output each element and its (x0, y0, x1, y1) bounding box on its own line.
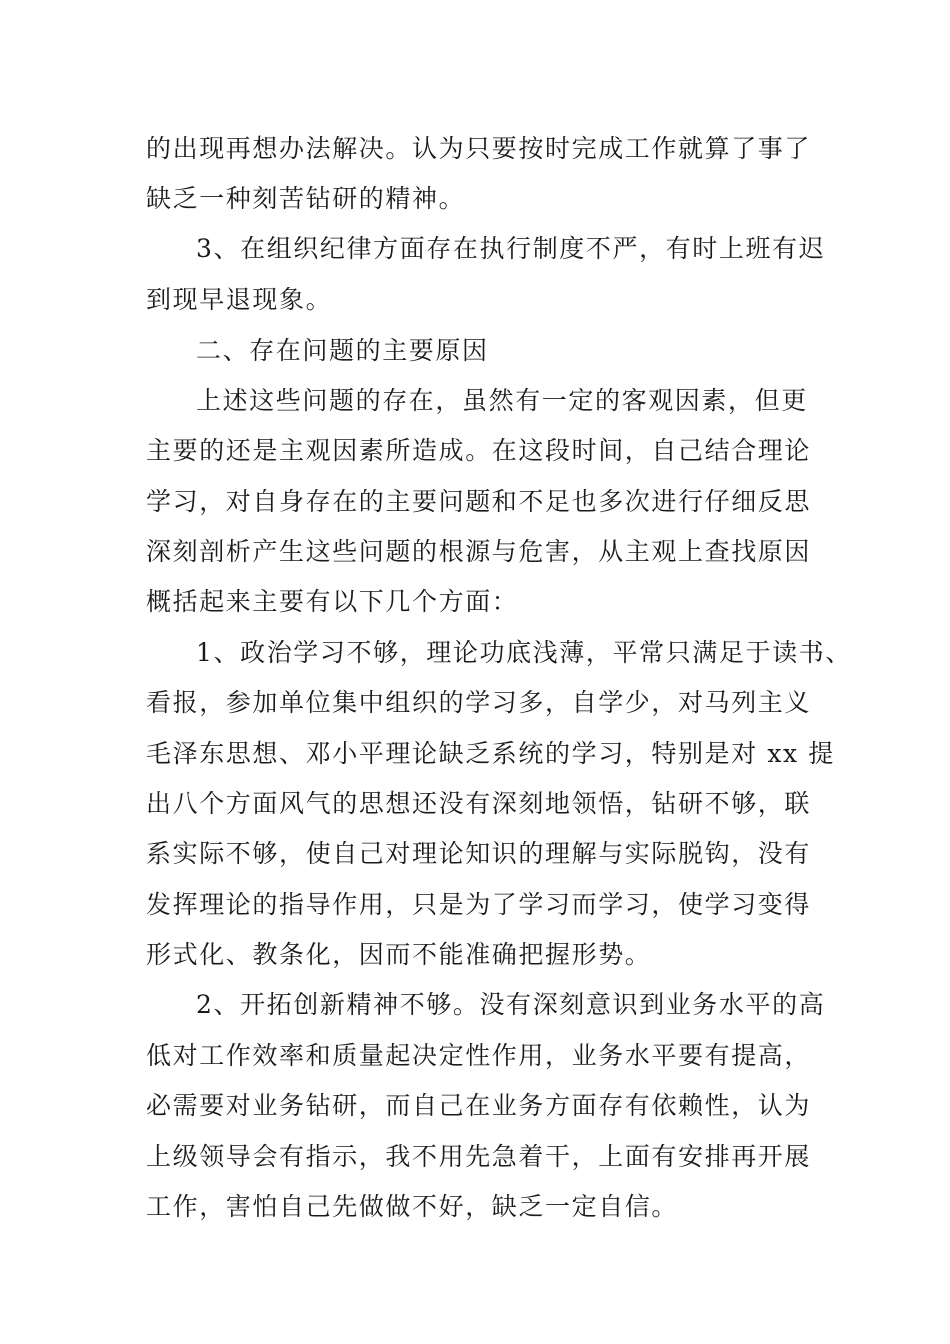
text-line: 必需要对业务钻研，而自己在业务方面存有依赖性，认为 (146, 1091, 812, 1120)
text-line: 看报，参加单位集中组织的学习多，自学少，对马列主义 (146, 688, 812, 717)
text-line: 低对工作效率和质量起决定性作用，业务水平要有提高， (146, 1041, 812, 1070)
text-line: 工作，害怕自己先做做不好，缺乏一定自信。 (146, 1192, 679, 1221)
paragraph-start-line: 1、政治学习不够，理论功底浅薄，平常只满足于读书、 (196, 638, 852, 667)
text-line: 主要的还是主观因素所造成。在这段时间，自己结合理论 (146, 436, 812, 465)
paragraph-start-line: 2、开拓创新精神不够。没有深刻意识到业务水平的高 (196, 990, 826, 1019)
text-line: 学习，对自身存在的主要问题和不足也多次进行仔细反思 (146, 487, 812, 516)
text-line: 深刻剖析产生这些问题的根源与危害，从主观上查找原因 (146, 537, 812, 566)
text-line: 系实际不够，使自己对理论知识的理解与实际脱钩，没有 (146, 839, 812, 868)
paragraph-start-line: 上述这些问题的存在，虽然有一定的客观因素，但更 (196, 386, 808, 415)
text-line: 毛泽东思想、邓小平理论缺乏系统的学习，特别是对 xx 提 (146, 739, 835, 768)
text-line: 出八个方面风气的思想还没有深刻地领悟，钻研不够，联 (146, 789, 812, 818)
text-line: 缺乏一种刻苦钻研的精神。 (146, 184, 466, 213)
text-line: 发挥理论的指导作用，只是为了学习而学习，使学习变得 (146, 890, 812, 919)
text-line: 的出现再想办法解决。认为只要按时完成工作就算了事了 (146, 134, 812, 163)
paragraph-start-line: 3、在组织纪律方面存在执行制度不严，有时上班有迟 (196, 234, 826, 263)
text-line: 概括起来主要有以下几个方面： (146, 587, 519, 616)
text-line: 到现早退现象。 (146, 285, 333, 314)
text-line: 上级领导会有指示，我不用先急着干，上面有安排再开展 (146, 1142, 812, 1171)
text-line: 形式化、教条化，因而不能准确把握形势。 (146, 940, 652, 969)
section-heading: 二、存在问题的主要原因 (196, 336, 489, 365)
